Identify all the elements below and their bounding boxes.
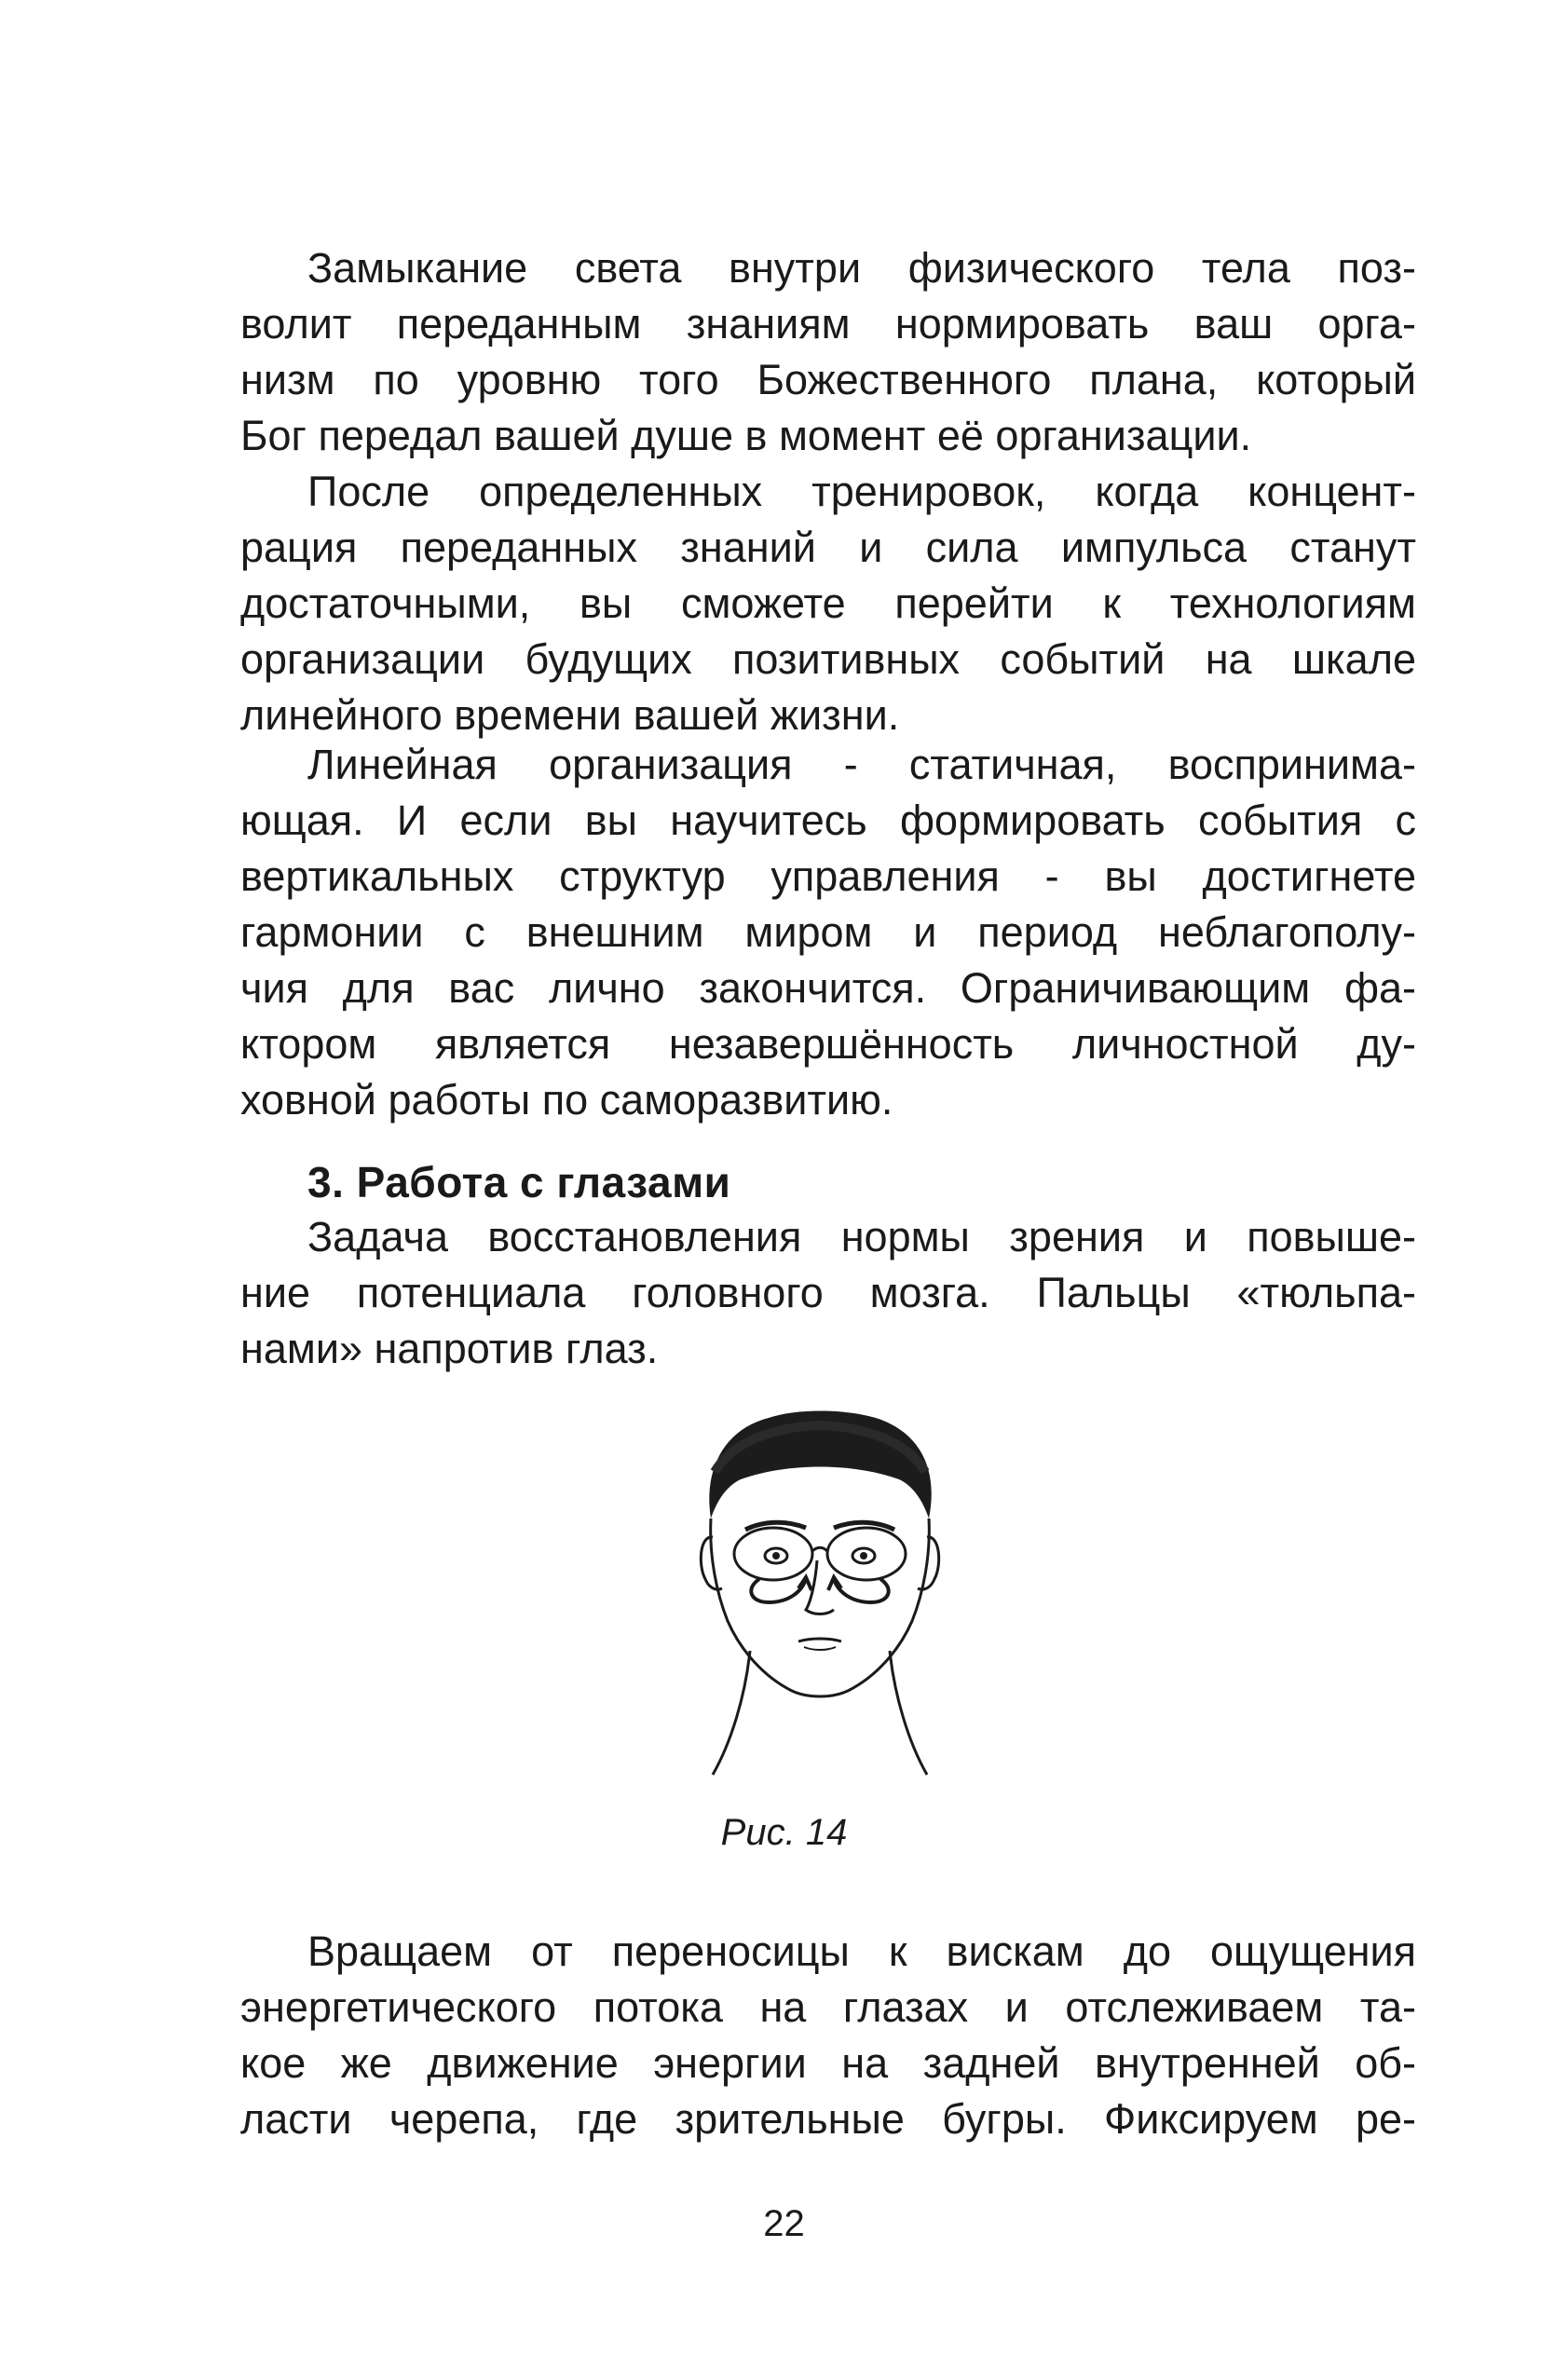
text-line: волит переданным знаниям нормировать ваш орга-	[240, 300, 1416, 347]
text-line: Линейная организация - статичная, воспринима-	[307, 741, 1416, 788]
text-line: гармонии с внешним миром и период неблагополу-	[240, 908, 1416, 956]
neck	[713, 1651, 750, 1775]
paragraph-3	[240, 737, 1416, 1128]
text-line: организации будущих позитивных событий на шкале	[240, 635, 1416, 683]
text-line: Бог передал вашей душе в момент её организации.	[240, 412, 1252, 459]
text-line: ховной работы по саморазвитию.	[240, 1076, 893, 1124]
face-outline	[711, 1518, 930, 1696]
text-line: ние потенциала головного мозга. Пальцы «тюльпа-	[240, 1269, 1416, 1316]
text-line: ласти черепа, где зрительные бугры. Фиксируем ре-	[240, 2095, 1416, 2143]
mouth	[798, 1639, 841, 1641]
text-line: После определенных тренировок, когда концент-	[307, 468, 1416, 515]
face-illustration	[694, 1407, 946, 1779]
text-line: кое же движение энергии на задней внутренней об-	[240, 2039, 1416, 2087]
text-line: Вращаем от переносицы к вискам до ощущения	[307, 1927, 1416, 1975]
paragraph-4	[240, 1209, 1416, 1377]
text-line: ктором является незавершённость личностной ду-	[240, 1020, 1416, 1068]
section-heading: 3. Работа с глазами	[307, 1158, 731, 1206]
text-line: Задача восстановления нормы зрения и повыше-	[307, 1213, 1416, 1260]
text-line: вертикальных структур управления - вы достигнете	[240, 852, 1416, 900]
text-line: линейного времени вашей жизни.	[240, 691, 900, 739]
text-line: низм по уровню того Божественного плана, который	[240, 356, 1416, 403]
paragraph-5	[240, 1924, 1416, 2147]
figure-caption: Рис. 14	[720, 1812, 848, 1853]
paragraph-1	[240, 240, 1416, 464]
text-line: ющая. И если вы научитесь формировать события с	[240, 797, 1416, 844]
text-line: энергетического потока на глазах и отслеживаем та-	[240, 1983, 1416, 2031]
text-line: чия для вас лично закончится. Ограничивающим фа-	[240, 964, 1416, 1012]
text-line: достаточными, вы сможете перейти к технологиям	[240, 579, 1416, 627]
text-line: рация переданных знаний и сила импульса станут	[240, 524, 1416, 571]
text-line: Замыкание света внутри физического тела поз-	[307, 244, 1416, 292]
paragraph-2	[240, 464, 1416, 743]
text-line: нами» напротив глаз.	[240, 1325, 659, 1372]
page-number: 22	[763, 2203, 805, 2244]
